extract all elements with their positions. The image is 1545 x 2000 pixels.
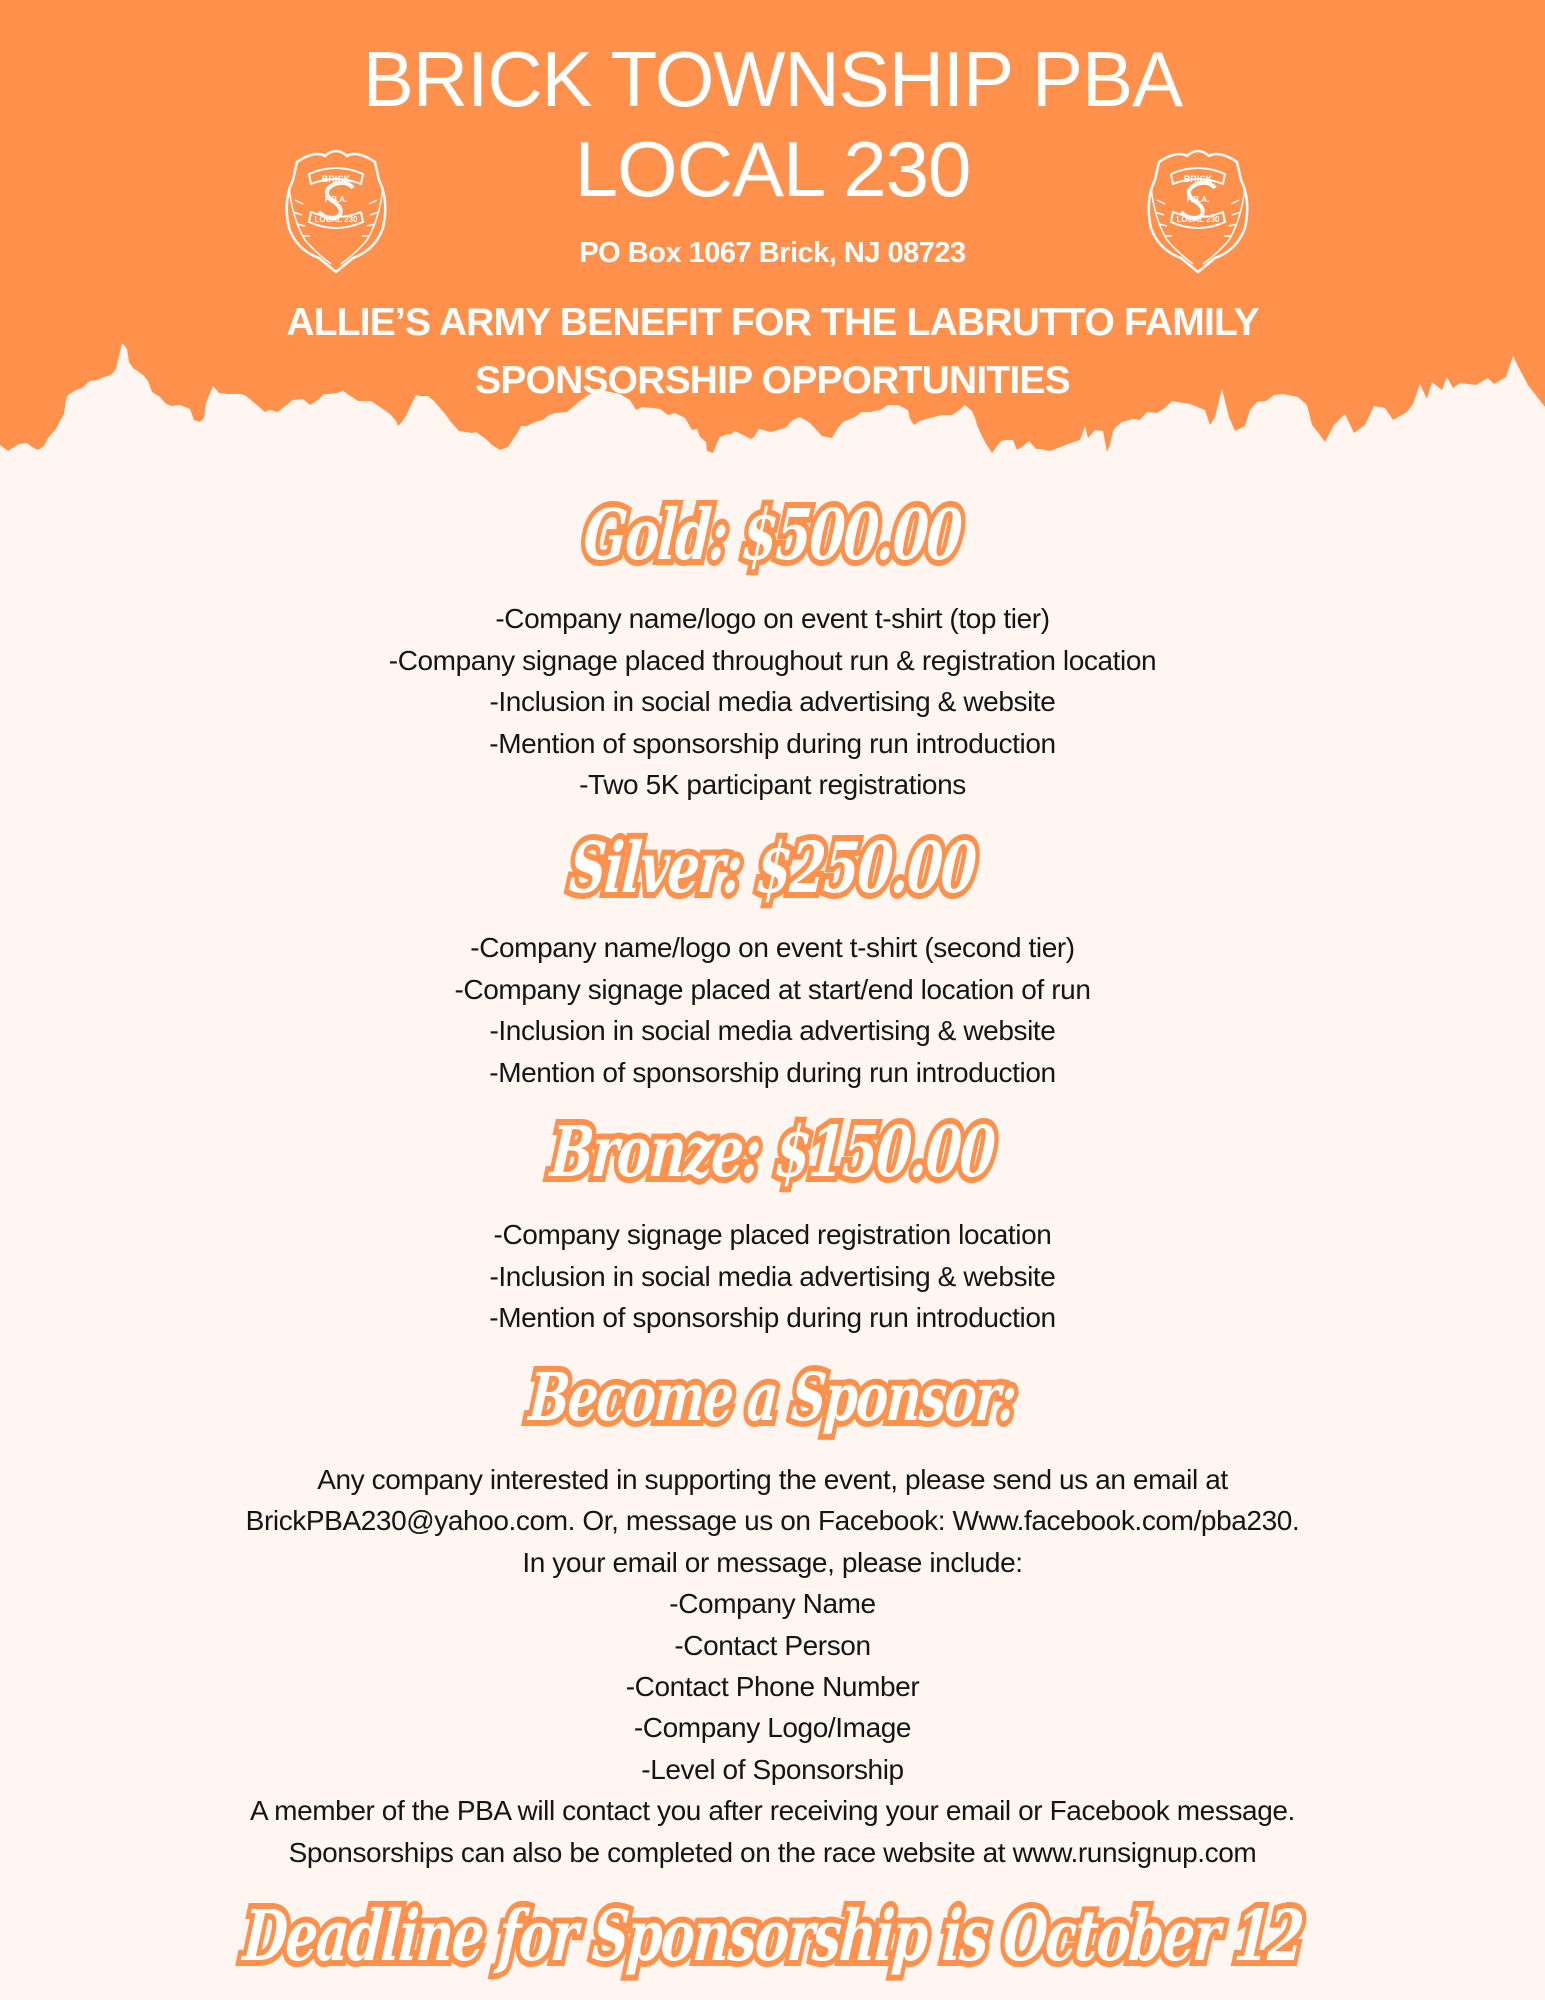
deadline-heading: Deadline for Sponsorship is October 12 bbox=[240, 1894, 1305, 1977]
include-prompt: In your email or message, please include: bbox=[522, 1546, 1023, 1578]
include-item: -Level of Sponsorship bbox=[641, 1753, 904, 1785]
header-banner bbox=[0, 0, 1545, 470]
org-title-line-1: BRICK TOWNSHIP PBA bbox=[362, 35, 1183, 123]
contact-line: BrickPBA230@yahoo.com. Or, message us on Facebook: Www.facebook.com/pba230. bbox=[245, 1505, 1300, 1537]
org-title-line-2: LOCAL 230 bbox=[574, 125, 971, 213]
tier-benefits-bronze bbox=[0, 1214, 1545, 1339]
include-item: -Company Logo/Image bbox=[633, 1712, 912, 1744]
svg-text:LOCAL 230: LOCAL 230 bbox=[314, 215, 358, 224]
event-title: ALLIE’S ARMY BENEFIT FOR THE LABRUTTO FAMILY bbox=[286, 301, 1259, 344]
tier-heading-gold: Gold: $500.00 bbox=[581, 493, 964, 576]
become-sponsor-instructions bbox=[0, 1459, 1545, 1873]
benefit-item: -Inclusion in social media advertising & website bbox=[489, 1260, 1056, 1292]
benefit-item: -Inclusion in social media advertising & website bbox=[489, 686, 1056, 717]
tier-benefits-gold bbox=[0, 598, 1545, 806]
tier-heading-silver: Silver: $250.00 bbox=[566, 826, 979, 909]
intro-line: Any company interested in supporting the event, please send us an email at bbox=[317, 1464, 1228, 1495]
benefit-item: -Company name/logo on event t-shirt (second tier) bbox=[470, 932, 1075, 963]
benefit-item: -Inclusion in social media advertising & website bbox=[489, 1015, 1056, 1046]
tier-heading-bronze: Bronze: $150.00 bbox=[548, 1110, 997, 1193]
svg-text:BRICK: BRICK bbox=[321, 174, 351, 184]
include-item: -Contact Person bbox=[674, 1629, 871, 1661]
closing-line: A member of the PBA will contact you after receiving your email or Facebook message. bbox=[250, 1795, 1295, 1827]
svg-text:P.B.A.: P.B.A. bbox=[1186, 195, 1210, 204]
benefit-item: -Mention of sponsorship during run introduction bbox=[489, 1302, 1056, 1333]
benefit-item: -Mention of sponsorship during run introduction bbox=[489, 1056, 1056, 1088]
become-sponsor-heading: Become a Sponsor: bbox=[526, 1358, 1019, 1436]
svg-text:BRICK: BRICK bbox=[1183, 174, 1213, 184]
website-line: Sponsorships can also be completed on the race website at www.runsignup.com bbox=[288, 1836, 1257, 1868]
mailing-address: PO Box 1067 Brick, NJ 08723 bbox=[579, 237, 966, 269]
include-item: -Company Name bbox=[669, 1588, 876, 1620]
benefit-item: -Company signage placed at start/end location of run bbox=[454, 973, 1091, 1005]
benefit-item: -Mention of sponsorship during run introduction bbox=[489, 727, 1056, 759]
benefit-item: -Company signage placed throughout run & registration location bbox=[388, 644, 1157, 676]
benefit-item: -Two 5K participant registrations bbox=[579, 769, 966, 800]
event-subtitle: SPONSORSHIP OPPORTUNITIES bbox=[475, 359, 1070, 402]
benefit-item: -Company signage placed registration location bbox=[493, 1219, 1052, 1250]
svg-text:LOCAL 230: LOCAL 230 bbox=[1176, 215, 1220, 224]
svg-text:P.B.A.: P.B.A. bbox=[324, 195, 348, 204]
include-item: -Contact Phone Number bbox=[625, 1671, 920, 1703]
benefit-item: -Company name/logo on event t-shirt (top tier) bbox=[495, 603, 1050, 634]
tier-benefits-silver bbox=[0, 927, 1545, 1093]
